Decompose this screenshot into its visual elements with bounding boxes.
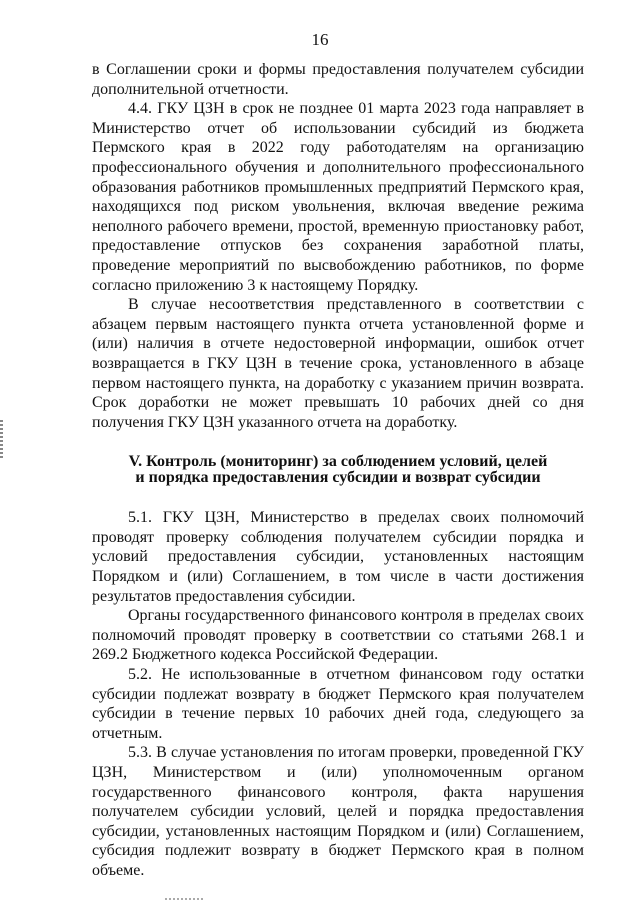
scan-bottom-mark	[165, 898, 205, 900]
document-body	[92, 60, 584, 881]
paragraph-5-2: 5.2. Не использованные в отчетном финансовом году остатки субсидии подлежат возврату в бюджет Пермского края получателем субсидии в течение первых 10 рабочих дней года, следующего за отчетным.	[92, 666, 584, 742]
section-heading-line-1: V. Контроль (мониторинг) за соблюдением условий, целей	[128, 453, 548, 471]
paragraph-5-1: 5.1. ГКУ ЦЗН, Министерство в пределах своих полномочий проводят проверку соблюдения получателем субсидии порядка и условий предоставления субсидии, установленных настоящим Порядком и (или) Соглашением, в том числе в части достижения результатов предоставления субсидии.	[92, 509, 584, 605]
section-heading	[92, 454, 584, 486]
scan-edge-mark	[0, 420, 3, 458]
paragraph-4-4-second: В случае несоответствия представленного в соответствии с абзацем первым настоящего пункта отчета установленной форме и (или) наличия в отчете недостоверной информации, ошибок отчет возвращается в ГКУ ЦЗН в течение срока, установленного в абзаце первом настоящего пункта, на доработку с указанием причин возврата. Срок доработки не может превышать 10 рабочих дней со дня получения ГКУ ЦЗН указанного отчета на доработку.	[92, 296, 584, 431]
paragraph-5-3: 5.3. В случае установления по итогам проверки, проведенной ГКУ ЦЗН, Министерством и (или) уполномоченным органом государственного финансового контроля, факта нарушения получателем субсидии условий, целей и порядка предоставления субсидии, установленных настоящим Порядком и (или) Соглашением, субсидия подлежит возврату в бюджет Пермского края в полном объеме.	[92, 744, 584, 879]
page-number: 16	[311, 30, 329, 49]
paragraph-continuation: в Соглашении сроки и формы предоставления получателем субсидии дополнительной отчетности.	[92, 61, 584, 98]
section-heading-line-2: и порядка предоставления субсидии и возврат субсидии	[135, 469, 541, 487]
paragraph-5-1-second: Органы государственного финансового контроля в пределах своих полномочий проводят проверку в соответствии со статьями 268.1 и 269.2 Бюджетного кодекса Российской Федерации.	[92, 607, 584, 664]
paragraph-4-4: 4.4. ГКУ ЦЗН в срок не позднее 01 марта 2023 года направляет в Министерство отчет об использовании субсидий из бюджета Пермского края в 2022 году работодателям на организацию профессионального обучения и дополнительного профессионального образования работников промышленных предприятий Пермского края, находящихся под риском увольнения, включая введение режима неполного рабочего времени, простой, временную приостановку работ, предоставление отпусков без сохранения заработной платы, проведение мероприятий по высвобождению работников, по форме согласно приложению 3 к настоящему Порядку.	[92, 100, 584, 294]
